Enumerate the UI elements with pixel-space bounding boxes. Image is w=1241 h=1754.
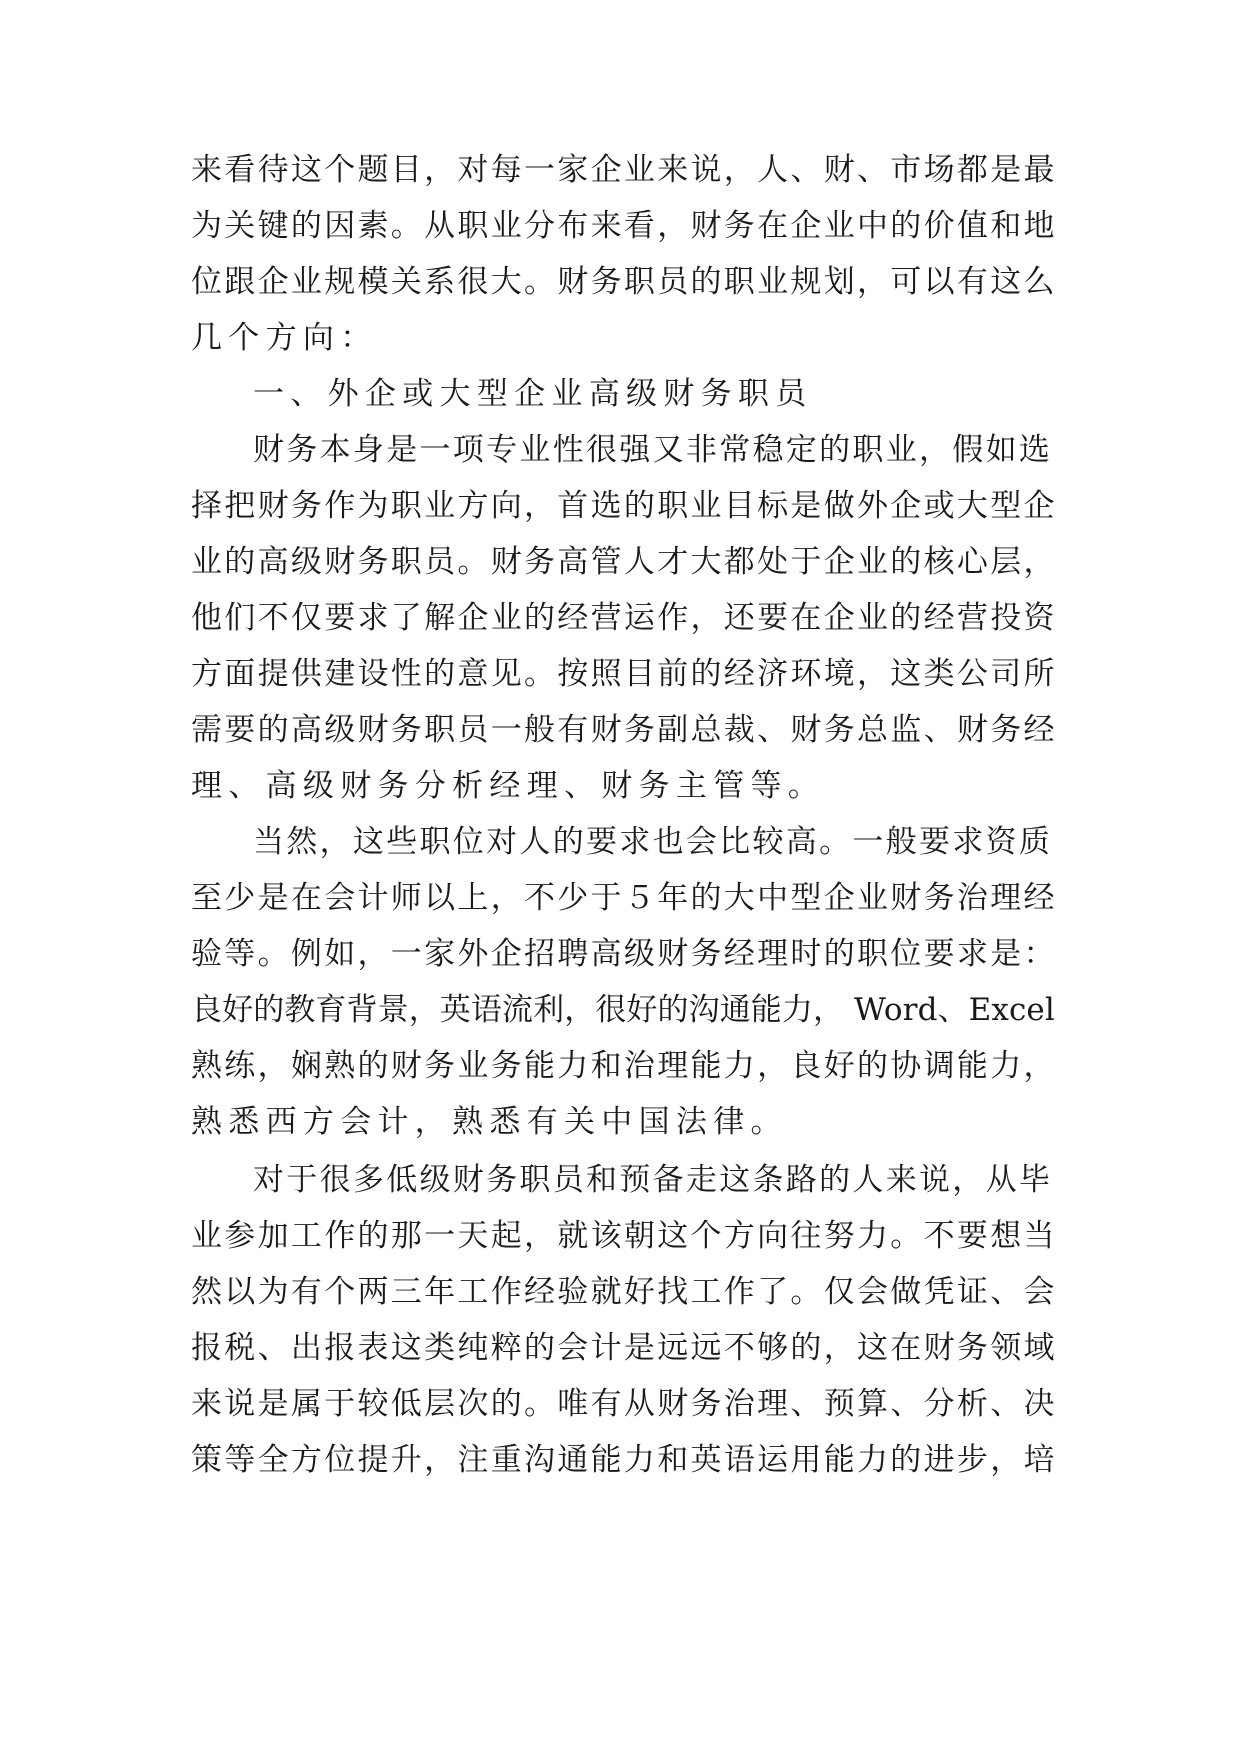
text-line: 为关键的因素。从职业分布来看，财务在企业中的价值和地 — [191, 208, 1057, 244]
text-line: 位跟企业规模关系很大。财务职员的职业规划，可以有这么 — [191, 264, 1057, 300]
text-line: 方面提供建设性的意见。按照目前的经济环境，这类公司所 — [191, 656, 1057, 692]
text-line: 良好的教育背景，英语流利，很好的沟通能力， Word、Excel — [191, 992, 1055, 1028]
text-line: 业参加工作的那一天起，就该朝这个方向往努力。不要想当 — [191, 1218, 1057, 1254]
section-heading: 一、外企或大型企业高级财务职员 — [253, 376, 813, 412]
text-line: 当然，这些职位对人的要求也会比较高。一般要求资质 — [253, 824, 1053, 860]
text-line: 验等。例如，一家外企招聘高级财务经理时的职位要求是： — [191, 936, 1057, 972]
text-line: 至少是在会计师以上，不少于５年的大中型企业财务治理经 — [191, 880, 1057, 916]
text-line: 报税、出报表这类纯粹的会计是远远不够的，这在财务领域 — [191, 1330, 1057, 1366]
text-line: 来看待这个题目，对每一家企业来说，人、财、市场都是最 — [191, 152, 1057, 188]
text-line: 需要的高级财务职员一般有财务副总裁、财务总监、财务经 — [191, 712, 1057, 748]
text-line: 理、高级财务分析经理、财务主管等。 — [191, 768, 826, 804]
text-line: 熟悉西方会计，熟悉有关中国法律。 — [191, 1104, 788, 1140]
text-line: 业的高级财务职员。财务高管人才大都处于企业的核心层， — [191, 544, 1057, 580]
text-line: 熟练，娴熟的财务业务能力和治理能力，良好的协调能力， — [191, 1048, 1057, 1084]
text-line: 几个方向： — [191, 320, 378, 356]
text-line: 他们不仅要求了解企业的经营运作，还要在企业的经营投资 — [191, 600, 1057, 636]
text-line: 策等全方位提升，注重沟通能力和英语运用能力的进步，培 — [191, 1442, 1057, 1478]
text-line: 择把财务作为职业方向，首选的职业目标是做外企或大型企 — [191, 488, 1057, 524]
text-line: 对于很多低级财务职员和预备走这条路的人来说，从毕 — [253, 1162, 1053, 1198]
text-line: 财务本身是一项专业性很强又非常稳定的职业，假如选 — [253, 432, 1053, 468]
text-line: 然以为有个两三年工作经验就好找工作了。仅会做凭证、会 — [191, 1274, 1057, 1310]
text-line: 来说是属于较低层次的。唯有从财务治理、预算、分析、决 — [191, 1386, 1057, 1422]
